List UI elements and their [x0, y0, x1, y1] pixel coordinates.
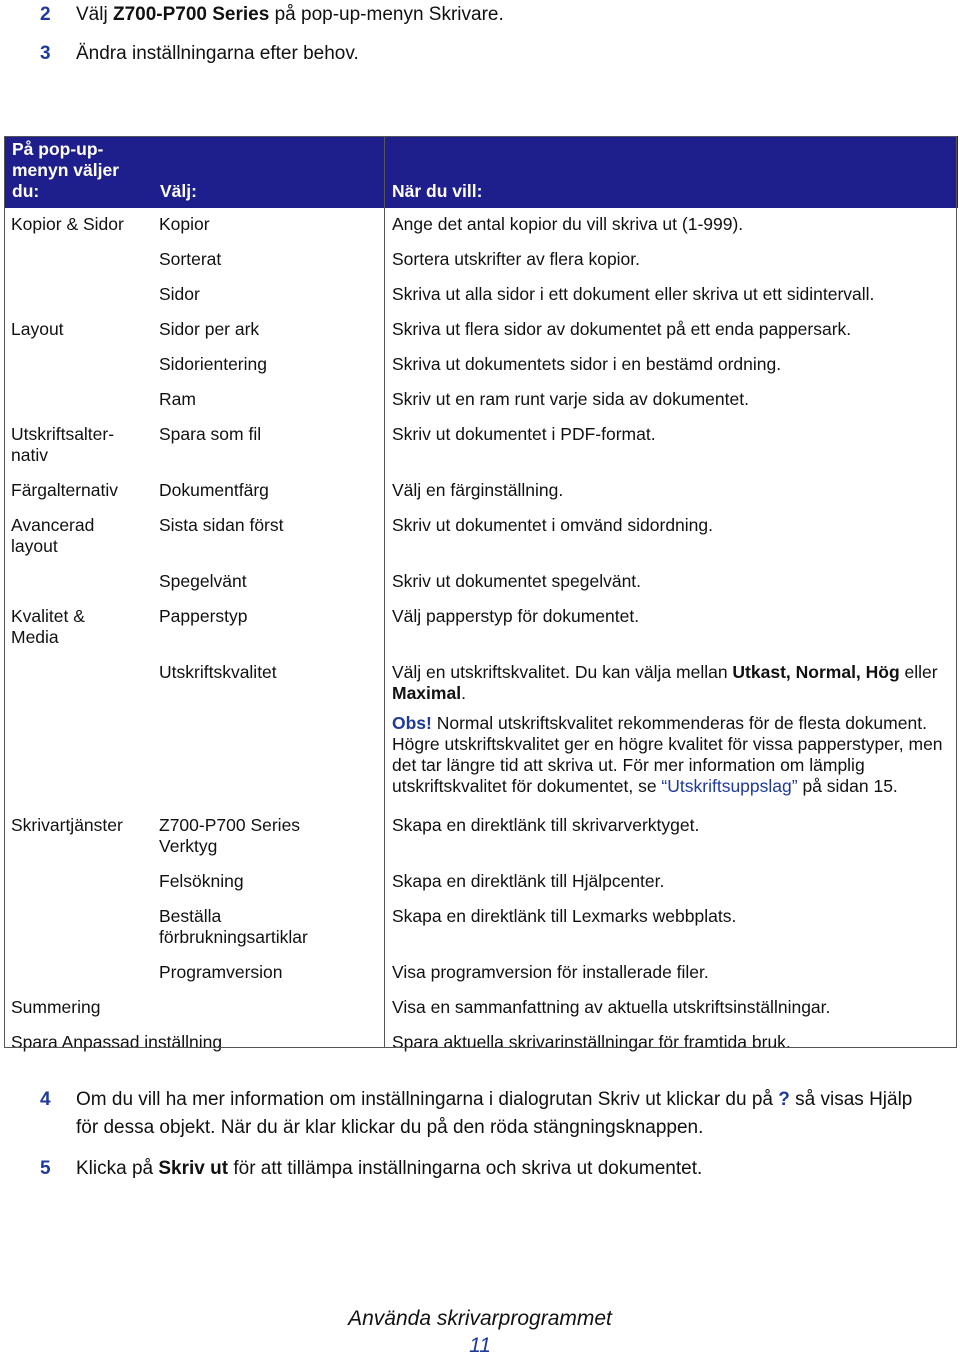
row-description	[384, 656, 958, 809]
row-option: Programversion	[159, 962, 283, 982]
step-text: Klicka på Skriv ut för att tillämpa inställningarna och skriva ut dokumentet.	[76, 1158, 703, 1179]
row-menu	[4, 278, 152, 313]
row-menu	[4, 865, 152, 900]
row-description: Skriv ut en ram runt varje sida av dokumentet.	[392, 389, 749, 409]
row-description: Välj en färginställning.	[392, 480, 564, 500]
row-option: Kopior	[159, 214, 210, 234]
row-option: Utskriftskvalitet	[159, 662, 277, 682]
row-option: Spegelvänt	[159, 571, 247, 591]
settings-table	[4, 136, 958, 1061]
row-menu: Summering	[11, 997, 101, 1017]
footer-title: Använda skrivarprogrammet	[348, 1307, 612, 1330]
row-menu: Layout	[11, 319, 64, 339]
row-menu	[4, 243, 152, 278]
row-description: Skriv ut dokumentet i PDF-format.	[392, 424, 656, 444]
table-row	[4, 509, 958, 565]
row-description: Sortera utskrifter av flera kopior.	[392, 249, 641, 269]
row-description: Välj papperstyp för dokumentet.	[392, 606, 640, 626]
header-choose: Välj:	[152, 136, 384, 208]
header-when: När du vill:	[384, 136, 958, 208]
table-row	[4, 956, 958, 991]
step-text: Ändra inställningarna efter behov.	[76, 43, 359, 64]
table-row	[4, 600, 958, 656]
cross-reference-link[interactable]: “Utskriftsuppslag”	[661, 776, 798, 796]
row-description: Ange det antal kopior du vill skriva ut (1-999).	[392, 214, 744, 234]
row-option: Papperstyp	[159, 606, 248, 626]
row-menu: Kvalitet & Media	[11, 606, 85, 647]
row-menu	[4, 900, 152, 956]
row-menu: Kopior & Sidor	[11, 214, 124, 234]
header-popup-menu: På pop-up-menyn väljer du:	[4, 136, 152, 208]
table-row	[4, 208, 958, 243]
row-menu	[4, 656, 152, 809]
row-option: Z700-P700 Series Verktyg	[159, 815, 301, 856]
row-description: Skapa en direktlänk till Lexmarks webbplats.	[392, 906, 737, 926]
row-description: Skapa en direktlänk till Hjälpcenter.	[392, 871, 665, 891]
note-text: Obs! Normal utskriftskvalitet rekommenderas för de flesta dokument. Högre utskriftskvalitet ger en högre kvalitet för vissa papperstyper, men det tar längre tid att skriva ut. För mer information om lämplig utskriftskvalitet för dokumentet, se “Utskriftsuppslag” på sidan 15.	[392, 713, 943, 796]
step-number: 2	[40, 4, 51, 25]
step-number: 4	[40, 1089, 51, 1110]
row-option: Sorterat	[159, 249, 222, 269]
row-description: Visa en sammanfattning av aktuella utskriftsinställningar.	[392, 997, 831, 1017]
note-label: Obs!	[392, 713, 432, 733]
table-row	[4, 313, 958, 348]
row-option: Beställa förbrukningsartiklar	[159, 906, 308, 947]
quality-text: Välj en utskriftskvalitet. Du kan välja mellan Utkast, Normal, Hög eller Maximal.	[392, 662, 938, 703]
row-option: Felsökning	[159, 871, 244, 891]
row-option: Ram	[159, 389, 196, 409]
row-description: Skriva ut dokumentets sidor i en bestämd ordning.	[392, 354, 782, 374]
table-row	[4, 278, 958, 313]
row-menu	[4, 348, 152, 383]
table-header-row	[4, 136, 958, 208]
table-row	[4, 991, 958, 1026]
row-menu	[4, 383, 152, 418]
row-option: Spara som fil	[159, 424, 262, 444]
row-option: Sidor	[159, 284, 200, 304]
row-description: Skapa en direktlänk till skrivarverktyget.	[392, 815, 700, 835]
page-number: 11	[469, 1334, 491, 1357]
table-row	[4, 565, 958, 600]
row-description: Skriva ut flera sidor av dokumentet på ett enda pappersark.	[392, 319, 852, 339]
table-row	[4, 348, 958, 383]
table-row	[4, 243, 958, 278]
row-description: Skriv ut dokumentet i omvänd sidordning.	[392, 515, 713, 535]
table-row	[4, 383, 958, 418]
step-number: 5	[40, 1158, 51, 1179]
table-row	[4, 809, 958, 865]
row-menu: Avancerad layout	[11, 515, 95, 556]
row-menu: Spara Anpassad inställning	[11, 1032, 223, 1052]
row-description: Skriv ut dokumentet spegelvänt.	[392, 571, 642, 591]
row-option: Sidorientering	[159, 354, 267, 374]
row-menu	[4, 565, 152, 600]
row-description: Visa programversion för installerade filer.	[392, 962, 709, 982]
column-divider	[384, 136, 385, 1048]
table-row	[4, 865, 958, 900]
row-description: Skriva ut alla sidor i ett dokument eller skriva ut ett sidintervall.	[392, 284, 875, 304]
row-menu: Utskriftsalter-nativ	[11, 424, 115, 465]
row-menu	[4, 956, 152, 991]
row-option: Sista sidan först	[159, 515, 284, 535]
table-row	[4, 418, 958, 474]
row-menu: Färgalternativ	[11, 480, 118, 500]
row-option: Sidor per ark	[159, 319, 260, 339]
row-option: Dokumentfärg	[159, 480, 269, 500]
step-text: Välj Z700-P700 Series på pop-up-menyn Skrivare.	[76, 4, 504, 25]
table-row	[4, 656, 958, 809]
table-row	[4, 474, 958, 509]
step-text: Om du vill ha mer information om inställningarna i dialogrutan Skriv ut klickar du på ? så visas Hjälp för dessa objekt. När du är klar klickar du på den röda stängningsknappen.	[76, 1089, 913, 1138]
row-description: Spara aktuella skrivarinställningar för framtida bruk.	[392, 1032, 791, 1052]
step-number: 3	[40, 43, 51, 64]
row-menu: Skrivartjänster	[11, 815, 123, 835]
table-row	[4, 1026, 958, 1061]
table-row	[4, 900, 958, 956]
